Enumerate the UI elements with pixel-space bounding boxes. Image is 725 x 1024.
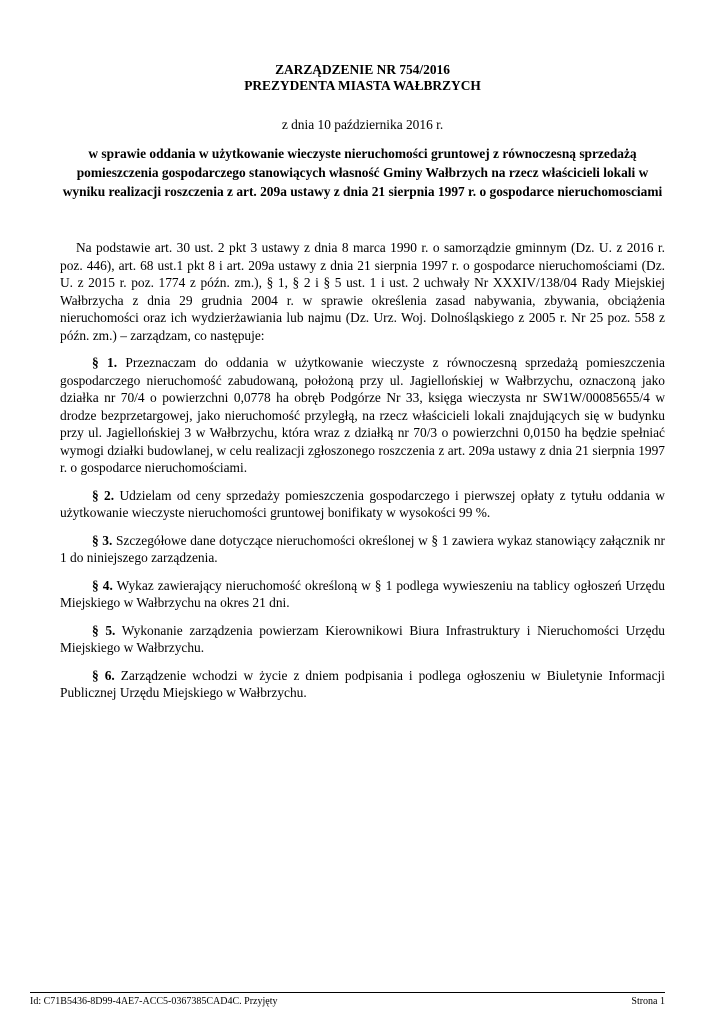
section-6-label: § 6. — [92, 667, 115, 683]
document-date: z dnia 10 października 2016 r. — [281, 117, 444, 132]
footer-page-number: Strona 1 — [631, 996, 665, 1007]
section-3-text: Szczegółowe dane dotyczące nieruchomości określonej w § 1 zawiera wykaz stanowiący załącznik nr 1 do niniejszego zarządzenia. — [60, 532, 665, 565]
section-5-text: Wykonanie zarządzenia powierzam Kierownikowi Biura Infrastruktury i Nieruchomości Urzędu Miejskiego w Wałbrzychu. — [60, 622, 665, 655]
section-4-text: Wykaz zawierający nieruchomość określoną w § 1 podlega wywieszeniu na tablicy ogłoszeń Urzędu Miejskiego w Wałbrzychu na okres 21 dni. — [60, 577, 665, 610]
section-5-label: § 5. — [92, 622, 116, 638]
title-line-1: ZARZĄDZENIE NR 754/2016 — [275, 62, 450, 77]
section-1 — [60, 354, 665, 477]
section-4 — [60, 577, 665, 612]
section-3 — [60, 532, 665, 567]
section-4-label: § 4. — [92, 577, 113, 593]
section-6 — [60, 667, 665, 702]
title-line-2: PREZYDENTA MIASTA WAŁBRZYCH — [244, 78, 481, 93]
section-2 — [60, 487, 665, 522]
footer-document-id: Id: C71B5436-8D99-4AE7-ACC5-0367385CAD4C. Przyjęty — [30, 996, 278, 1007]
document-title — [60, 62, 665, 94]
footer-divider — [30, 992, 665, 993]
legal-basis-paragraph: Na podstawie art. 30 ust. 2 pkt 3 ustawy z dnia 8 marca 1990 r. o samorządzie gminnym (Dz. U. z 2016 r. poz. 446), art. 68 ust.1 pkt 8 i art. 209a ustawy z dnia 21 sierpnia 1997 r. o gospodarce nieruchomościami (Dz. U. z 2015 r. poz. 1774 z późn. zm.), § 1, § 2 i § 5 ust. 1 i ust. 2 uchwały Nr XXXIV/138/04 Rady Miejskiej Wałbrzycha z dnia 29 grudnia 2004 r. w sprawie określenia zasad nabywania, zbywania, obciążenia nieruchomości oraz ich wydzierżawiania lub najmu (Dz. Urz. Woj. Dolnośląskiego z 2005 r. Nr 25 poz. 558 z późn. zm.) – zarządzam, co następuje: — [60, 240, 665, 343]
section-1-text: Przeznaczam do oddania w użytkowanie wieczyste z równoczesną sprzedażą pomieszczenia gospodarczego nieruchomość zabudowaną, położoną przy ul. Jagiellońskiej w Wałbrzychu, oznaczoną jako działka nr 70/4 o powierzchni 0,0778 ha obręb Podgórze Nr 33, księga wieczysta nr SW1W/00085655/4 w drodze bezprzetargowej, jako nieruchomość przyległą, na rzecz właścicieli lokali znajdujących się w budynku przy ul. Jagiellońskiej 3 w Wałbrzychu, która wraz z działką nr 70/3 o powierzchni 0,0150 ha będzie spełniać wymogi działki budowlanej, w celu realizacji zgłoszonego roszczenia z art. 209a ustawy z dnia 21 sierpnia 1997 r. o gospodarce nieruchomościami. — [60, 355, 665, 475]
section-2-text: Udzielam od ceny sprzedaży pomieszczenia gospodarczego i pierwszej opłaty z tytułu oddania w użytkowanie wieczyste nieruchomości gruntowej bonifikaty w wysokości 99 %. — [60, 487, 665, 520]
section-5 — [60, 622, 665, 657]
document-body — [60, 239, 665, 702]
document-subject: w sprawie oddania w użytkowanie wieczyste nieruchomości gruntowej z równoczesną sprzedażą pomieszczenia gospodarczego stanowiących własność Gminy Wałbrzych na rzecz właścicieli lokali w wyniku realizacji roszczenia z art. 209a ustawy z dnia 21 sierpnia 1997 r. o gospodarce nieruchomosciami — [62, 146, 663, 199]
section-3-label: § 3. — [92, 532, 113, 548]
section-2-label: § 2. — [92, 487, 115, 503]
section-1-label: § 1. — [92, 355, 118, 370]
section-6-text: Zarządzenie wchodzi w życie z dniem podpisania i podlega ogłoszeniu w Biuletynie Informacji Publicznej Urzędu Miejskiego w Wałbrzychu. — [60, 667, 665, 700]
